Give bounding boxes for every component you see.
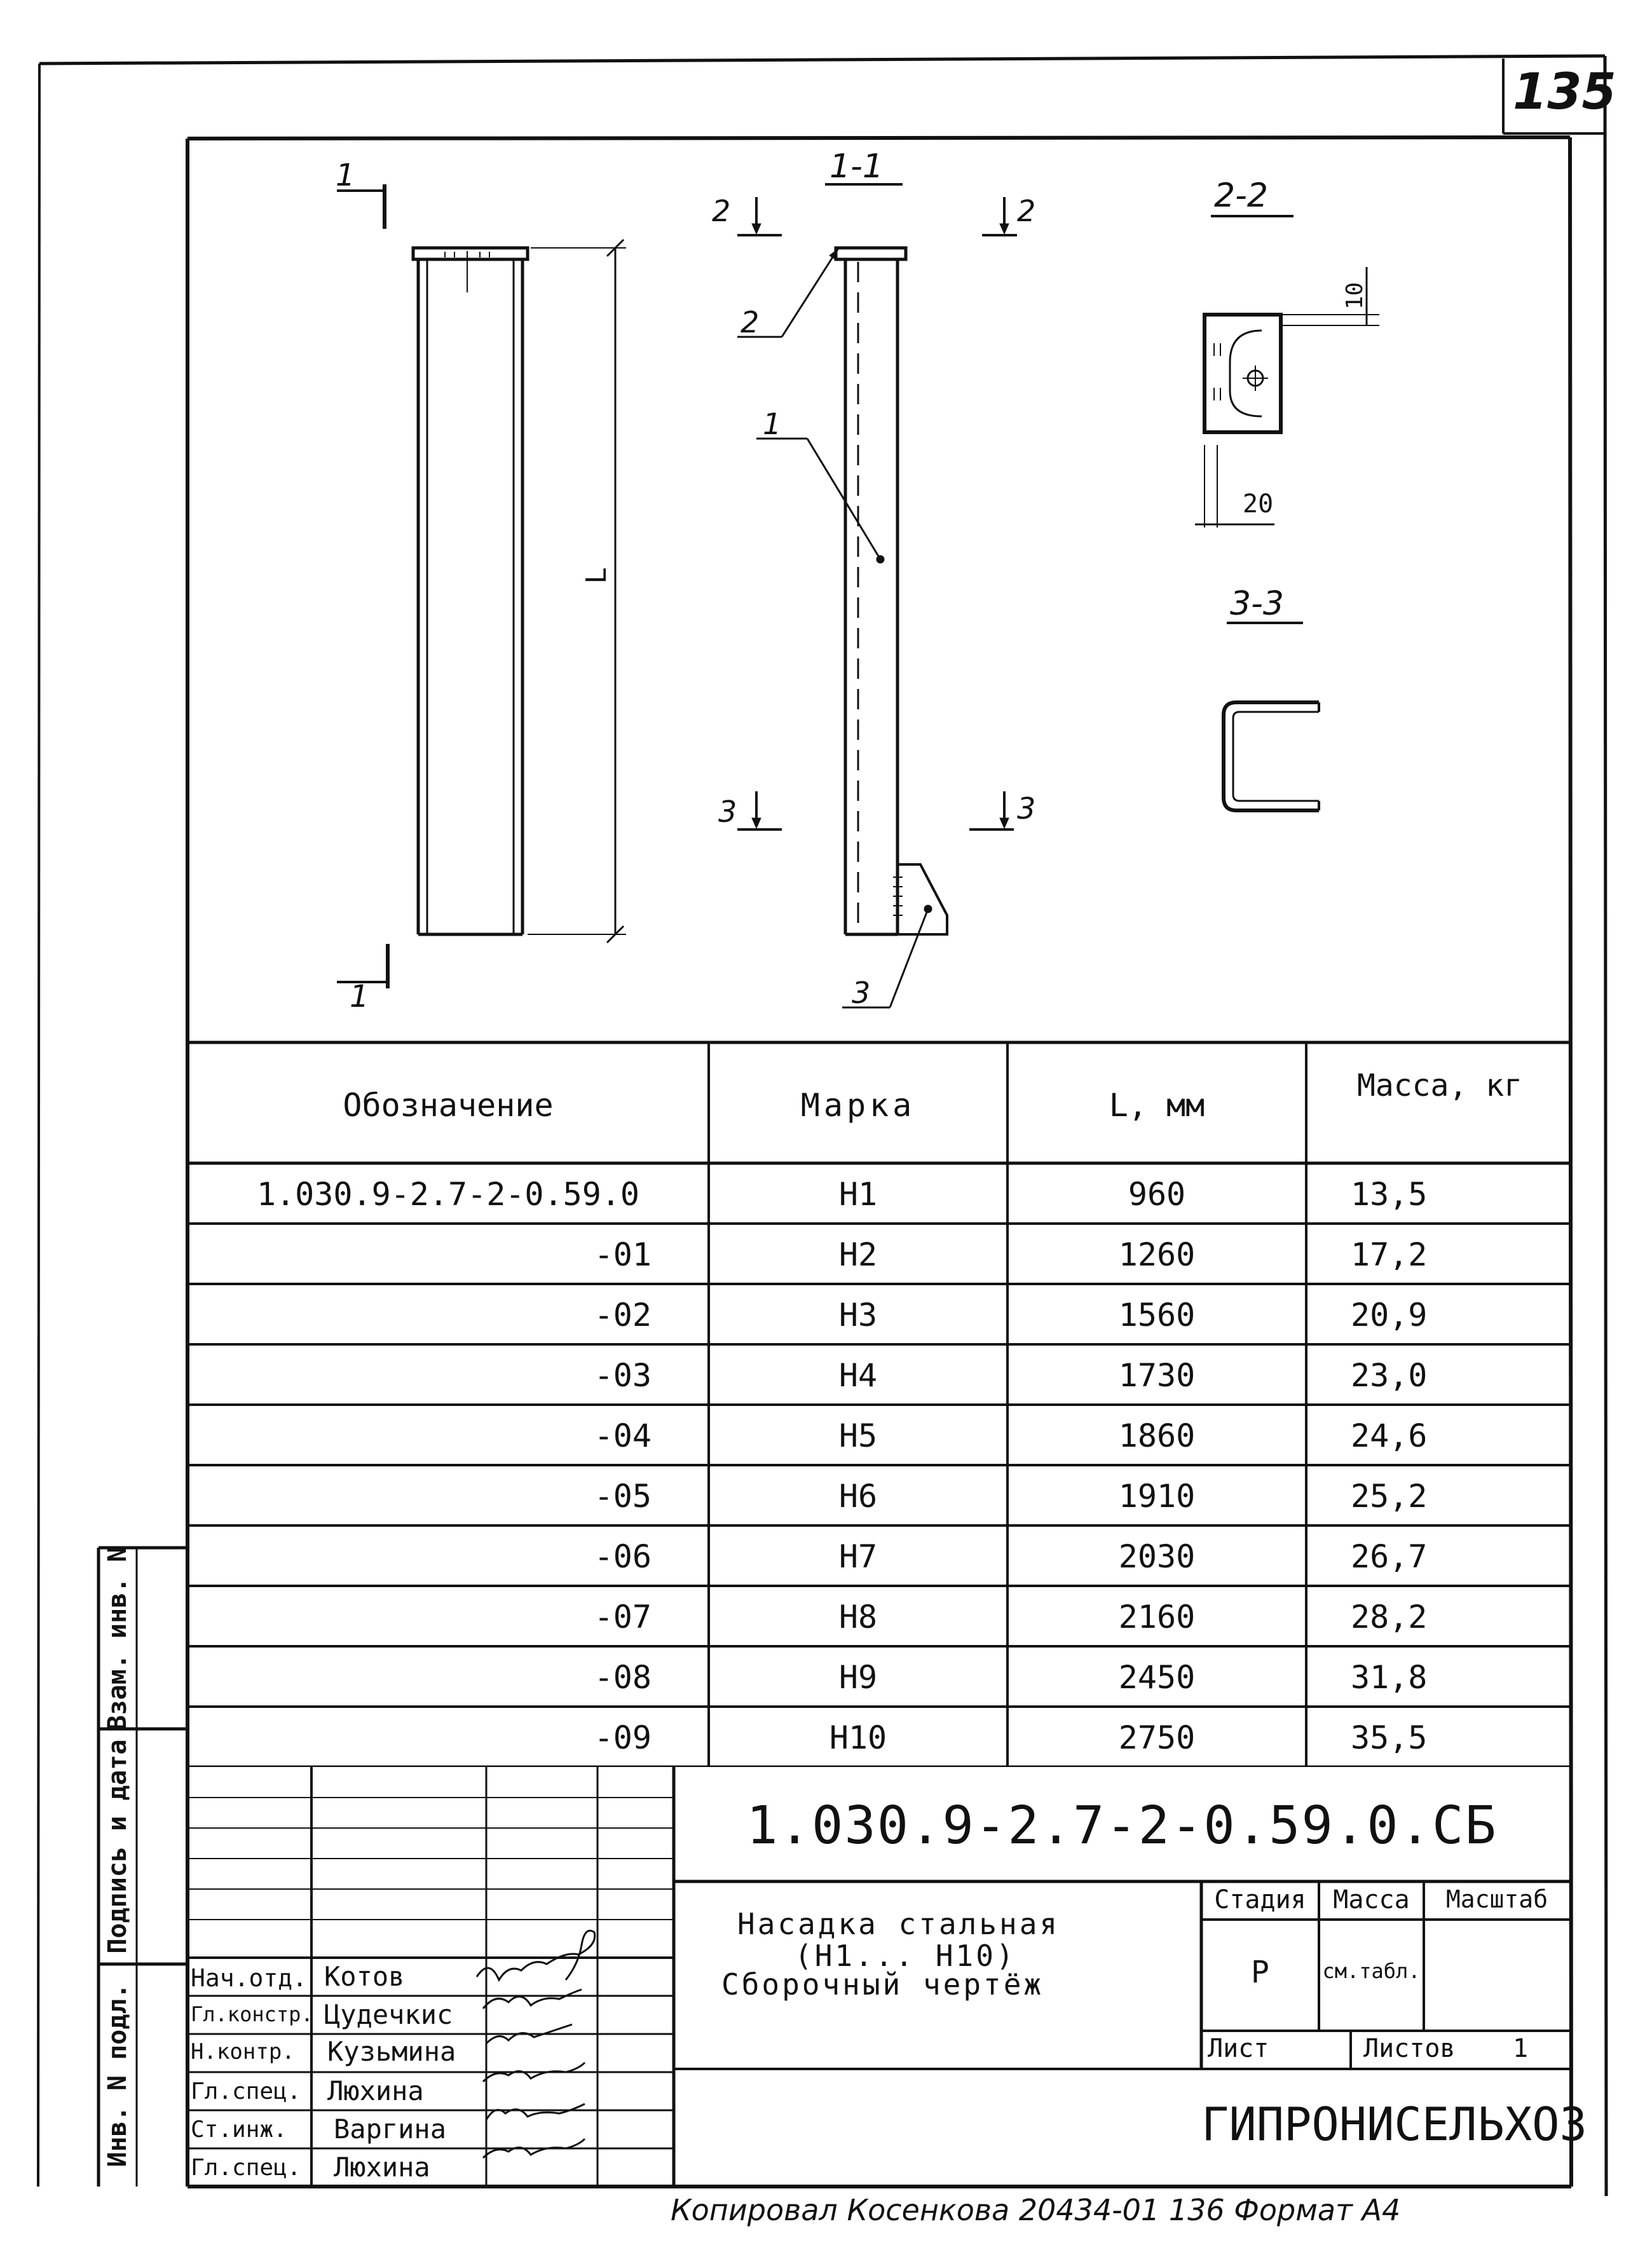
staff-role-4: Гл.спец. xyxy=(191,2078,301,2105)
header-mark: Марка xyxy=(800,1087,916,1124)
signature-1 xyxy=(477,1931,595,1981)
staff-name-3: Кузьмина xyxy=(327,2036,456,2067)
sheet-label: Лист xyxy=(1208,2034,1269,2063)
row-4-length: 1730 xyxy=(1118,1357,1196,1394)
header-mass: Масса, кг xyxy=(1356,1068,1523,1103)
row-6-length: 1910 xyxy=(1118,1478,1196,1515)
stage-value: Р xyxy=(1251,1955,1269,1990)
organization-name: ГИПРОНИСЕЛЬХОЗ xyxy=(1201,2098,1587,2151)
header-length: L, мм xyxy=(1109,1087,1205,1124)
cut-mark-2-left: 2 xyxy=(712,194,731,228)
sheet-number: 135 xyxy=(1513,64,1616,121)
section-mark-1-bottom: 1 xyxy=(350,979,369,1014)
row-7-length: 2030 xyxy=(1118,1538,1196,1575)
signature-5 xyxy=(486,2104,585,2120)
row-3-mass: 20,9 xyxy=(1351,1297,1428,1334)
section-mark-1-top: 1 xyxy=(336,158,355,193)
title-line-1: Насадка стальная xyxy=(737,1907,1060,1941)
staff-name-5: Варгина xyxy=(334,2113,447,2145)
position-leader-1: 1 xyxy=(763,407,782,441)
row-7-mass: 26,7 xyxy=(1351,1538,1428,1575)
row-1-mass: 13,5 xyxy=(1351,1176,1428,1213)
staff-role-1: Нач.отд. xyxy=(191,1964,308,1992)
section-label-1-1: 1-1 xyxy=(829,147,884,186)
mass-label: Масса xyxy=(1333,1885,1410,1914)
row-6-mass: 25,2 xyxy=(1351,1478,1428,1515)
signature-2 xyxy=(483,1989,582,2009)
row-6-designation: -05 xyxy=(594,1478,652,1515)
signature-3 xyxy=(486,2024,572,2044)
row-10-mark: Н10 xyxy=(829,1719,887,1756)
row-6-mark: Н6 xyxy=(838,1478,878,1515)
dimension-20: 20 xyxy=(1243,489,1274,519)
stamp-signature-date: Подпись и дата xyxy=(103,1739,132,1954)
row-8-length: 2160 xyxy=(1118,1599,1196,1635)
title-line-3: Сборочный чертёж xyxy=(721,1967,1044,2002)
dimension-L: L xyxy=(580,567,613,584)
row-8-mass: 28,2 xyxy=(1351,1599,1428,1635)
staff-name-6: Люхина xyxy=(334,2152,430,2183)
row-7-mark: Н7 xyxy=(838,1538,878,1575)
row-5-length: 1860 xyxy=(1118,1417,1196,1454)
staff-role-2: Гл.констр. xyxy=(191,2002,313,2026)
row-4-mark: Н4 xyxy=(838,1357,878,1394)
row-10-mass: 35,5 xyxy=(1351,1719,1428,1756)
row-10-designation: -09 xyxy=(594,1719,652,1756)
sheets-label: Листов xyxy=(1363,2034,1456,2063)
stamp-replacement-inv: Взам. инв. N xyxy=(103,1546,132,1731)
row-8-mark: Н8 xyxy=(838,1599,878,1635)
scale-label: Масштаб xyxy=(1445,1885,1548,1913)
sheets-value: 1 xyxy=(1513,2034,1529,2063)
row-2-mass: 17,2 xyxy=(1351,1236,1428,1273)
row-3-mark: Н3 xyxy=(838,1297,878,1334)
row-10-length: 2750 xyxy=(1118,1719,1196,1756)
row-2-mark: Н2 xyxy=(838,1236,878,1273)
row-4-designation: -03 xyxy=(594,1357,652,1394)
dimension-10: 10 xyxy=(1342,282,1369,310)
row-5-mass: 24,6 xyxy=(1351,1417,1428,1454)
staff-name-1: Котов xyxy=(324,1961,405,1992)
position-leader-2: 2 xyxy=(741,305,760,339)
footer-copy-note: Копировал Косенкова 20434-01 136 Формат А4 xyxy=(671,2193,1401,2227)
row-8-designation: -07 xyxy=(594,1599,652,1635)
cut-mark-3-right: 3 xyxy=(1017,791,1036,826)
row-9-length: 2450 xyxy=(1118,1659,1196,1696)
section-label-3-3: 3-3 xyxy=(1230,585,1284,623)
mass-value: см.табл. xyxy=(1322,1959,1421,1983)
stamp-original-inv: Инв. N подл. xyxy=(103,1983,132,2167)
row-5-mark: Н5 xyxy=(838,1417,878,1454)
staff-name-4: Люхина xyxy=(327,2075,424,2106)
row-3-designation: -02 xyxy=(594,1297,652,1334)
row-4-mass: 23,0 xyxy=(1351,1357,1428,1394)
row-9-mass: 31,8 xyxy=(1351,1659,1428,1696)
position-leader-3: 3 xyxy=(852,976,871,1010)
row-9-designation: -08 xyxy=(594,1659,652,1696)
title-line-2: (Н1... Н10) xyxy=(795,1939,1016,1973)
cut-mark-2-right: 2 xyxy=(1017,194,1036,228)
document-code: 1.030.9-2.7-2-0.59.0.СБ xyxy=(746,1796,1498,1856)
section-label-2-2: 2-2 xyxy=(1214,177,1268,215)
row-1-mark: Н1 xyxy=(838,1176,878,1213)
signature-6 xyxy=(483,2139,585,2158)
signature-4 xyxy=(483,2063,585,2082)
row-2-designation: -01 xyxy=(594,1236,652,1273)
row-7-designation: -06 xyxy=(594,1538,652,1575)
staff-role-6: Гл.спец. xyxy=(191,2155,301,2181)
row-2-length: 1260 xyxy=(1118,1236,1196,1273)
row-9-mark: Н9 xyxy=(838,1659,878,1696)
row-1-designation: 1.030.9-2.7-2-0.59.0 xyxy=(256,1176,640,1213)
staff-name-2: Цудечкис xyxy=(324,1999,453,2030)
row-3-length: 1560 xyxy=(1118,1297,1196,1334)
row-1-length: 960 xyxy=(1128,1176,1186,1213)
header-designation: Обозначение xyxy=(343,1087,554,1124)
stage-label: Стадия xyxy=(1214,1885,1306,1914)
row-5-designation: -04 xyxy=(594,1417,652,1454)
staff-role-3: Н.контр. xyxy=(191,2039,295,2064)
staff-role-5: Ст.инж. xyxy=(191,2117,287,2143)
cut-mark-3-left: 3 xyxy=(718,795,737,829)
signatures xyxy=(470,1920,623,2187)
